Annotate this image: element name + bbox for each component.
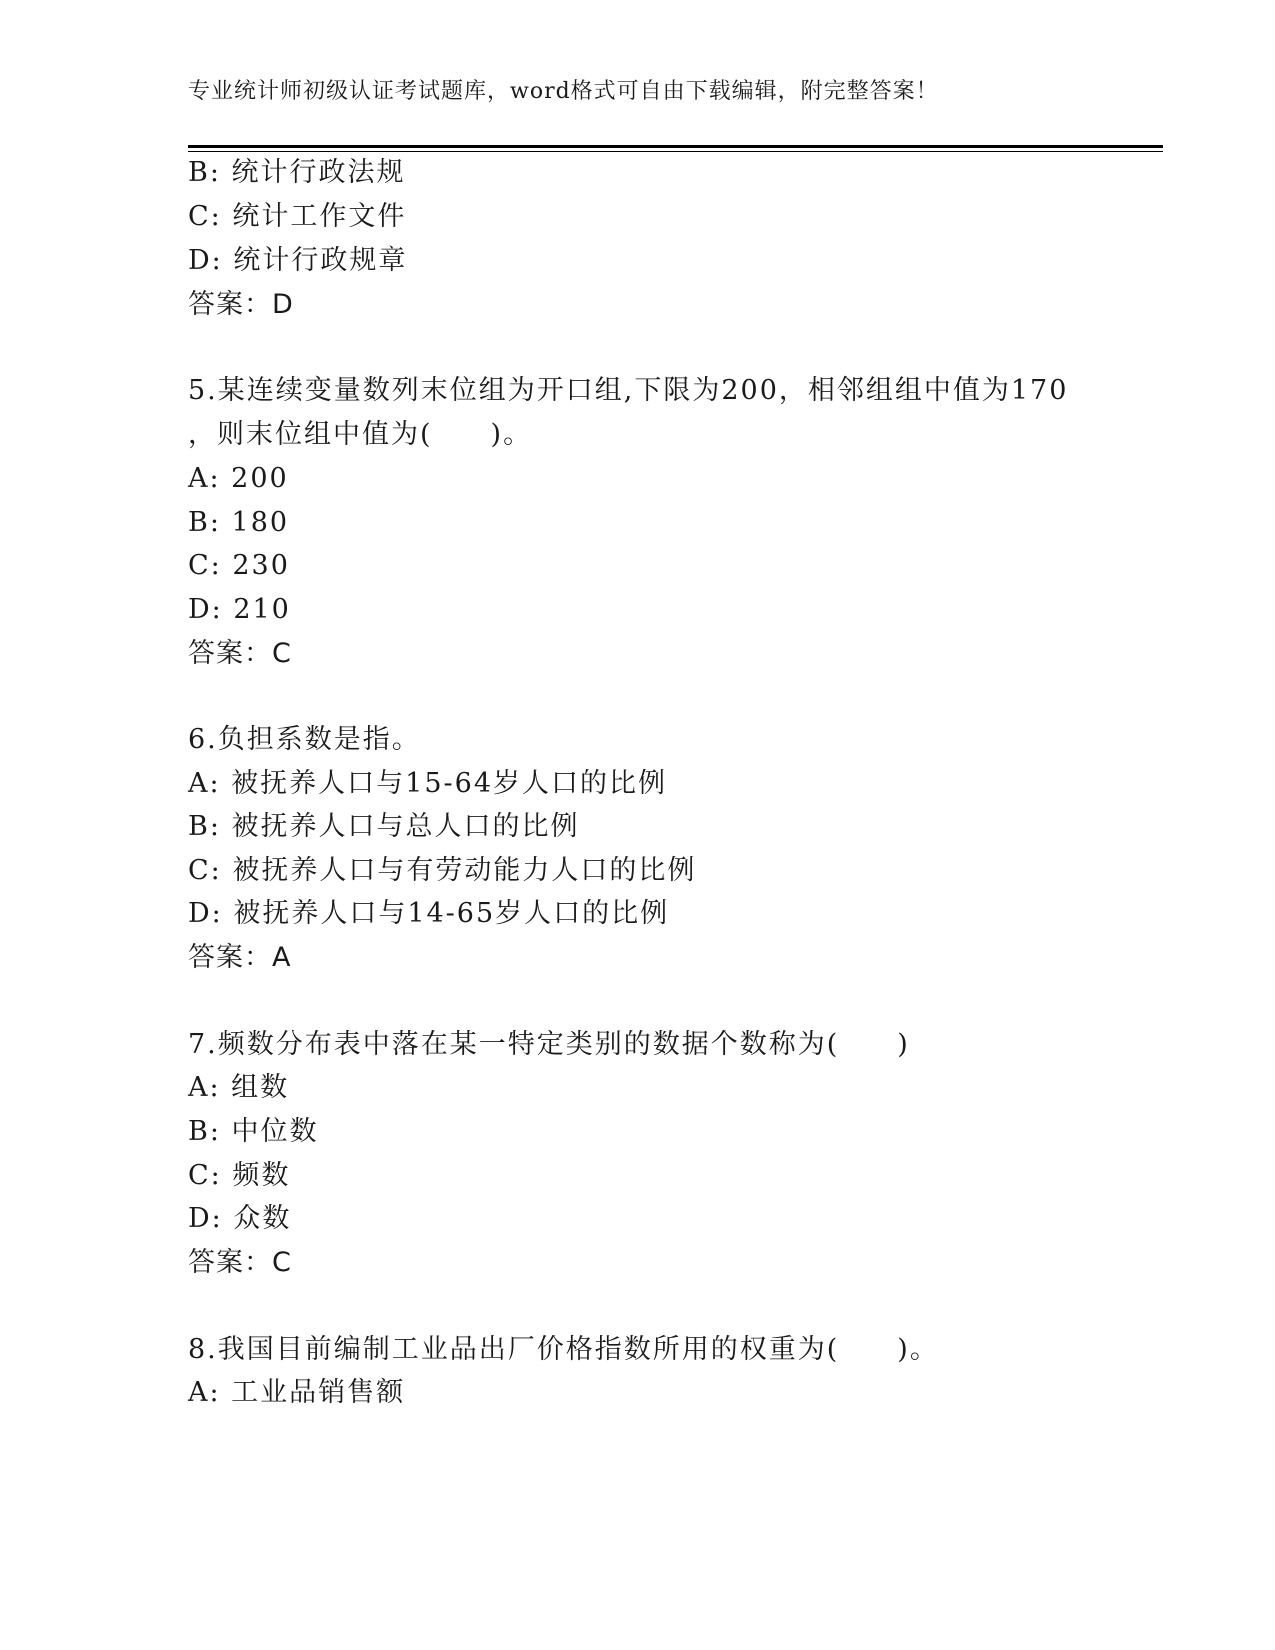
q6-option-c: C: 被抚养人口与有劳动能力人口的比例 (188, 855, 697, 886)
header-rule-thick (188, 145, 1163, 148)
q4-option-b: B: 统计行政法规 (188, 157, 406, 188)
q6-option-b: B: 被抚养人口与总人口的比例 (188, 811, 580, 842)
q7-option-a: A: 组数 (188, 1072, 290, 1103)
q5-option-c: C: 230 (188, 550, 290, 581)
q7-stem: 7.频数分布表中落在某一特定类别的数据个数称为( ) (188, 1029, 910, 1060)
q6-option-d: D: 被抚养人口与14-65岁人口的比例 (188, 898, 670, 929)
q6-stem: 6.负担系数是指。 (188, 724, 421, 755)
q5-stem-line2: ，则末位组中值为( )。 (188, 419, 533, 450)
q5-option-a: A: 200 (188, 463, 289, 494)
q5-option-d: D: 210 (188, 594, 291, 625)
q7-option-b: B: 中位数 (188, 1116, 319, 1147)
header-rule-thin (188, 151, 1163, 152)
q6-option-a: A: 被抚养人口与15-64岁人口的比例 (188, 768, 668, 799)
q4-answer: 答案：D (188, 289, 294, 320)
q7-answer: 答案：C (188, 1247, 292, 1278)
q5-option-b: B: 180 (188, 507, 290, 538)
q6-answer: 答案：A (188, 942, 292, 973)
q7-option-c: C: 频数 (188, 1160, 291, 1191)
q5-stem-line1: 5.某连续变量数列末位组为开口组,下限为200，相邻组组中值为170 (188, 375, 1069, 406)
q8-stem: 8.我国目前编制工业品出厂价格指数所用的权重为( )。 (188, 1334, 939, 1365)
q5-answer: 答案：C (188, 638, 292, 669)
page-header: 专业统计师初级认证考试题库，word格式可自由下载编辑，附完整答案！ (188, 79, 939, 104)
q4-option-d: D: 统计行政规章 (188, 245, 408, 276)
q4-option-c: C: 统计工作文件 (188, 201, 407, 232)
q7-option-d: D: 众数 (188, 1203, 292, 1234)
q8-option-a: A: 工业品销售额 (188, 1377, 406, 1408)
